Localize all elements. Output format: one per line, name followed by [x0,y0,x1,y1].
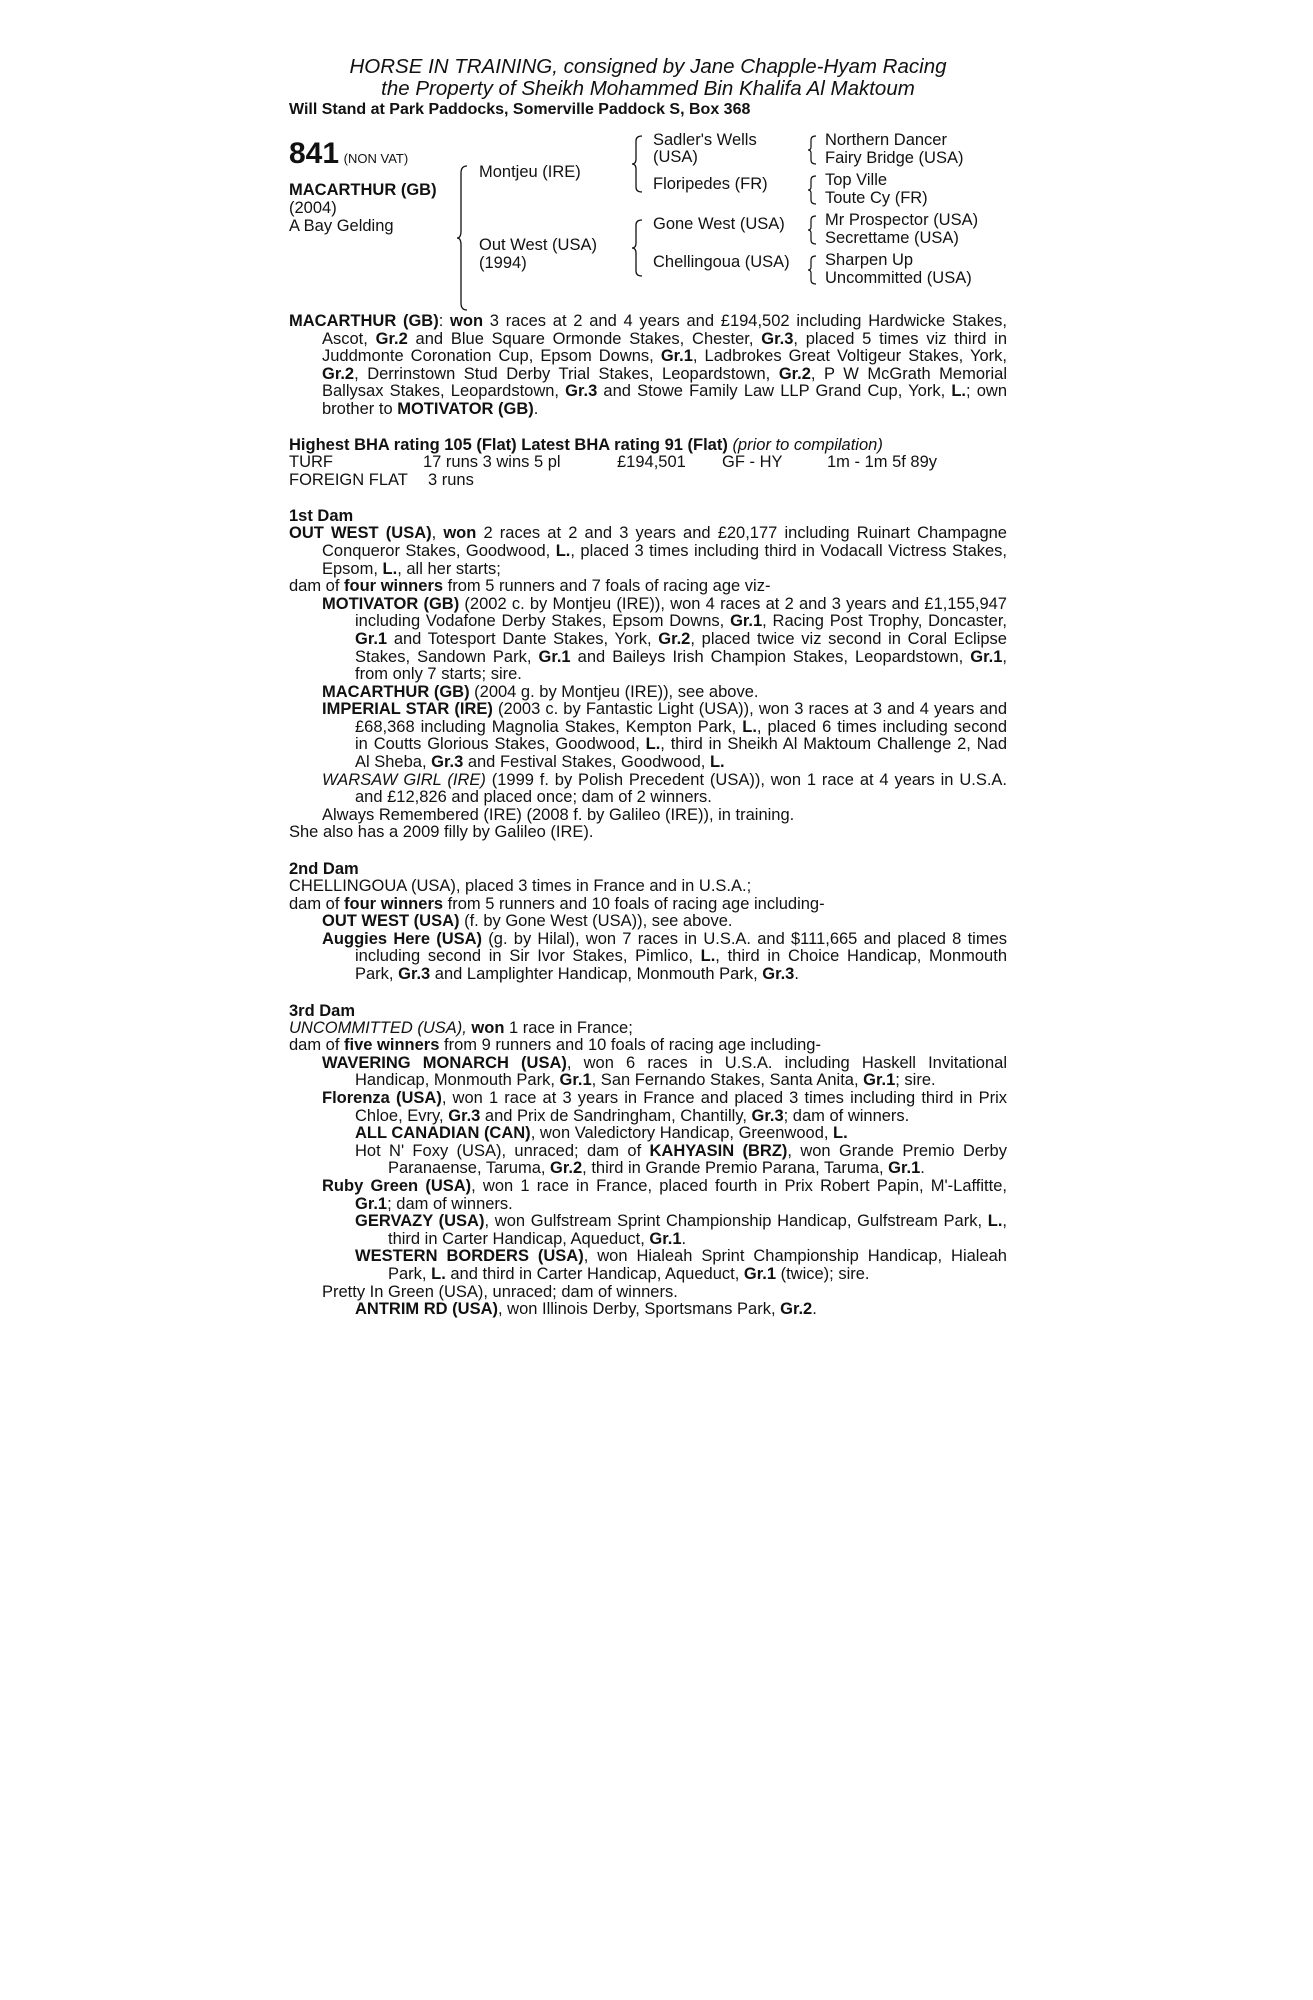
text: (f. by Gone West (USA)), see above. [459,912,733,931]
brace-4 [807,135,817,165]
text: . [812,1300,817,1319]
text: 2 races at 2 and 3 years and £20,177 including Ruinart Champagne Conqueror Stakes, Goodwood, [322,524,1007,560]
progeny-name: Florenza (USA) [322,1088,442,1107]
lot-number-wrap [289,139,408,169]
dam-of-line [289,896,1007,914]
grade: Gr.1 [743,1264,776,1283]
turf-label: TURF [289,453,333,472]
text: , third in Grande Premio Parana, Taruma, [582,1159,889,1178]
sd-sire: Top Ville [825,171,888,189]
horse-description: A Bay Gelding [289,217,394,235]
text: , third in Choice Handicap, Monmouth Park, [355,947,1007,983]
text: and Totesport Dante Stakes, York, [387,629,659,648]
brother-name: MOTIVATOR (GB) [397,399,534,418]
brace-3 [631,219,643,277]
grandprogeny-entry [289,1213,1007,1248]
text: , won Gulfstream Sprint Championship Handicap, Gulfstream Park, [484,1212,988,1231]
progeny-entry [289,1178,1007,1213]
record-text: 3 races at 2 and 4 years and £194,502 including Hardwicke Stakes, Ascot, [322,312,1007,348]
grade: Gr.2 [322,364,355,383]
text: , third in Carter Handicap, Aqueduct, [388,1212,1007,1248]
text: ; dam of winners. [783,1106,910,1125]
progeny-name: WESTERN BORDERS (USA) [355,1247,584,1266]
grade: L. [833,1124,848,1143]
sire: Montjeu (IRE) [479,163,581,181]
record-text: and Blue Square Ormonde Stakes, Chester, [407,329,762,348]
progeny-entry [289,913,1007,931]
text: , San Fernando Stakes, Santa Anita, [591,1071,864,1090]
consignor-line: HORSE IN TRAINING, consigned by Jane Chapple-Hyam Racing [349,55,947,78]
section-heading: 3rd Dam [289,1001,356,1020]
brace-7 [807,255,817,285]
race-record: MACARTHUR (GB): won 3 races at 2 and 4 years and £194,502 including Hardwicke Stakes, Ascot, Gr.2 and Blue Square Ormonde Stakes, Chester, Gr.3, placed 5 times viz third in Juddmonte Coronation Cup, Epsom Downs, Gr.1, Ladbrokes Great Voltigeur Stakes, York, Gr.2, Derrinstown Stud Derby Trial Stakes, Leopardstown, Gr.2, P W McGrath Memorial Ballysax Stakes, Leopardstown, Gr.3 and Stowe Family Law LLP Grand Cup, York, L.; own brother to MOTIVATOR (GB). [289,312,1008,418]
text: (2003 c. by Fantastic Light (USA)), won 3 races at 3 and 4 years and £68,368 including Magnolia Stakes, Kempton Park, [355,700,1007,736]
grade: Gr.2 [375,329,408,348]
text: from 5 runners and 10 foals of racing age including- [443,894,825,913]
progeny-name: Ruby Green (USA) [322,1176,472,1195]
horse-name: MACARTHUR (GB) [289,181,437,199]
horse-year: (2004) [289,199,337,217]
sire-dam: Floripedes (FR) [653,175,768,193]
grandprogeny-entry [289,1248,1007,1283]
text: , won 6 races in U.S.A. including Haskell Invitational Handicap, Monmouth Park, [355,1053,1007,1090]
sire-sire-suffix: (USA) [653,148,698,166]
brace-6 [807,215,817,245]
progeny-entry: Pretty In Green (USA), unraced; dam of winners. [322,1282,678,1301]
location-line: Will Stand at Park Paddocks, Somerville Paddock S, Box 368 [289,101,751,118]
grade: Gr.2 [778,364,811,383]
record-text: , P W McGrath Memorial Ballysax Stakes, Leopardstown, [322,364,1007,401]
text: ; sire. [895,1071,936,1090]
progeny-name: MOTIVATOR (GB) [322,594,460,613]
grade: L. [742,717,757,736]
grade: Gr.2 [780,1300,813,1319]
record-text: ; own brother to [322,382,1008,418]
grade: L. [382,559,398,578]
text: , won Valedictory Handicap, Greenwood, [530,1124,834,1143]
progeny-name: GERVAZY (USA) [355,1212,485,1231]
grade: Gr.1 [970,647,1003,666]
record-won: won [450,312,484,330]
text: dam of [289,577,345,596]
vat-status: (NON VAT) [343,151,409,166]
record-horse-name: MACARTHUR (GB) [289,312,439,330]
text: (2004 g. by Montjeu (IRE)), see above. [469,682,759,701]
dd-sire: Sharpen Up [825,251,914,269]
ss-sire: Northern Dancer [825,131,947,149]
section-heading: 1st Dam [289,507,354,526]
turf-going: GF - HY [722,453,783,472]
progeny-entry: Always Remembered (IRE) (2008 f. by Galileo (IRE)), in training. [322,805,795,824]
progeny-entry [289,772,1007,807]
record-text: , placed 5 times viz third in Juddmonte Coronation Cup, Epsom Downs, [322,329,1007,366]
grade: Gr.1 [660,347,693,366]
winners-count: five winners [344,1036,440,1055]
grade: Gr.1 [730,612,763,631]
grade: L. [555,541,571,560]
dd-dam: Uncommitted (USA) [825,269,972,287]
grade: Gr.3 [398,965,431,983]
foreign-label: FOREIGN FLAT [289,470,408,489]
progeny-entry [289,596,1007,684]
foreign-row [289,472,1007,490]
progeny-name: KAHYASIN (BRZ) [649,1141,788,1160]
text: . [681,1229,687,1248]
progeny-name: MACARTHUR (GB) [322,682,470,701]
text: dam of [289,894,345,913]
grade: Gr.2 [550,1159,583,1178]
won: won [471,1018,505,1037]
progeny-name: Auggies Here (USA) [322,929,483,948]
text: , won Illinois Derby, Sportsmans Park, [497,1300,781,1319]
progeny-entry [289,1090,1007,1125]
dam-of-line [289,1037,1007,1055]
grade: L. [951,382,966,401]
grade: L. [987,1212,1003,1231]
progeny-name: OUT WEST (USA) [322,912,460,931]
bha-rating: Highest BHA rating 105 (Flat) Latest BHA rating 91 (Flat) [289,435,728,454]
record-text: , Derrinstown Stud Derby Trial Stakes, Leopardstown, [354,364,779,383]
brace-2 [631,135,643,193]
won: won [443,524,477,543]
brace-1 [456,165,468,311]
pedigree-table [289,131,1007,301]
foreign-runs: 3 runs [428,470,474,489]
grade: Gr.3 [448,1106,481,1125]
text: , placed 3 times including third in Vodacall Victress Stakes, Epsom, [322,541,1008,578]
text: , won 1 race in France, placed fourth in Prix Robert Papin, M'-Laffitte, [471,1176,1007,1195]
text: , placed 6 times including second in Coutts Glorious Stakes, Goodwood, [355,717,1007,754]
text: . [794,965,799,983]
second-dam-section [289,860,1007,984]
note-line: She also has a 2009 filly by Galileo (IRE). [289,823,594,842]
ds-dam: Secrettame (USA) [825,229,959,247]
text: 1 race in France; [504,1018,633,1037]
lot-number: 841 [289,137,340,170]
text: (2002 c. by Montjeu (IRE)), won 4 races at 2 and 3 years and £1,155,947 including Vodafone Derby Stakes, Epsom Downs, [355,594,1007,631]
grade: L. [645,735,661,754]
third-dam-section [289,1002,1007,1319]
text: and Prix de Sandringham, Chantilly, [480,1106,752,1125]
text: , won 1 race at 3 years in France and placed 3 times including third in Prix Chloe, Evry, [355,1088,1007,1125]
grade: Gr.1 [863,1071,896,1090]
text: . [920,1159,925,1178]
text: , placed twice viz second in Coral Eclipse Stakes, Sandown Park, [355,629,1007,666]
dam-record [289,1020,1007,1038]
record-text: and Stowe Family Law LLP Grand Cup, York, [597,382,952,401]
ds-sire: Mr Prospector (USA) [825,211,979,229]
dam: Out West (USA) [479,236,597,254]
grandprogeny-entry [289,1143,1007,1178]
progeny-entry [289,684,1007,702]
grade: Gr.3 [431,753,464,772]
dam-dam: Chellingoua (USA) [653,253,790,271]
record-text: . [533,399,539,418]
grandprogeny-entry [289,1125,1007,1143]
grade: Gr.2 [658,629,691,648]
text: from 5 runners and 7 foals of racing age viz- [443,577,771,596]
catalogue-page [289,56,1007,1319]
text: dam of [289,1036,345,1055]
record-text: , Ladbrokes Great Voltigeur Stakes, York, [692,347,1007,366]
brace-5 [807,175,817,205]
grade: Gr.3 [761,329,794,348]
sire-sire: Sadler's Wells [653,131,757,149]
turf-runs: 17 runs 3 wins 5 pl [423,453,561,472]
text: and third in Carter Handicap, Aqueduct, [445,1264,744,1283]
progeny-name: ALL CANADIAN (CAN) [355,1124,531,1143]
grandprogeny-entry [289,1301,1007,1319]
progeny-name: WAVERING MONARCH (USA) [322,1053,567,1072]
grade: Gr.1 [355,629,388,648]
progeny-name: WARSAW GIRL (IRE) [322,770,486,789]
grade: Gr.1 [888,1159,921,1178]
text: (1999 f. by Polish Precedent (USA)), won 1 race at 4 years in U.S.A. and £12,826 and placed once; dam of 2 winners. [355,770,1008,807]
grade: L. [709,753,725,772]
turf-distance: 1m - 1m 5f 89y [827,453,938,472]
turf-row [289,454,1007,472]
grade: L. [700,947,716,966]
winners-count: four winners [344,577,444,596]
progeny-name: ANTRIM RD (USA) [355,1300,498,1319]
text: (twice); sire. [776,1264,870,1283]
text: Hot N' Foxy (USA), unraced; dam of [355,1141,650,1160]
text: (g. by Hilal), won 7 races in U.S.A. and $111,665 and placed 8 times including second in Sir Ivor Stakes, Pimlico, [355,929,1007,966]
winners-count: four winners [344,894,444,913]
text: , third in Sheikh Al Maktoum Challenge 2, Nad Al Sheba, [355,735,1007,772]
sd-dam: Toute Cy (FR) [825,189,928,207]
dam-year: (1994) [479,254,527,272]
text: and Lamplighter Handicap, Monmouth Park, [430,965,763,983]
text: ; dam of winners. [387,1194,513,1213]
grade: Gr.3 [565,382,598,401]
text: , won Hialeah Sprint Championship Handicap, Hialeah Park, [388,1247,1007,1283]
ss-dam: Fairy Bridge (USA) [825,149,964,167]
dam-name: OUT WEST (USA) [289,524,432,543]
grade: Gr.1 [355,1194,388,1213]
progeny-name: IMPERIAL STAR (IRE) [322,700,493,719]
rating-note: (prior to compilation) [732,435,883,454]
dam-sire: Gone West (USA) [653,215,785,233]
progeny-entry [289,701,1007,771]
text: , won Grande Premio Derby Paranaense, Taruma, [388,1141,1007,1178]
text: , from only 7 starts; sire. [355,647,1007,684]
grade: Gr.1 [538,647,571,666]
text: , all her starts; [397,559,501,578]
dam-record: OUT WEST (USA), won 2 races at 2 and 3 years and £20,177 including Ruinart Champagne Conqueror Stakes, Goodwood, L., placed 3 times including third in Vodacall Victress Stakes, Epsom, L., all her starts; [289,524,1008,578]
grade: L. [431,1264,446,1283]
grade: Gr.1 [559,1071,592,1090]
section-heading: 2nd Dam [289,860,359,879]
first-dam-section [289,507,1007,842]
grade: Gr.3 [751,1106,784,1125]
owner-line: the Property of Sheikh Mohammed Bin Khalifa Al Maktoum [381,77,915,100]
text: and Baileys Irish Champion Stakes, Leopardstown, [570,647,971,666]
progeny-entry [289,1055,1007,1090]
text: from 9 runners and 10 foals of racing age including- [439,1036,821,1055]
text: and Festival Stakes, Goodwood, [463,753,710,772]
dam-record: CHELLINGOUA (USA), placed 3 times in France and in U.S.A.; [289,877,752,896]
dam-name: UNCOMMITTED (USA), [289,1018,467,1037]
turf-money: £194,501 [617,453,686,472]
text: , Racing Post Trophy, Doncaster, [762,612,1007,631]
dam-of-line [289,578,1007,596]
progeny-entry [289,931,1007,984]
grade: Gr.3 [762,965,795,983]
ratings-block [289,437,1007,490]
grade: Gr.1 [649,1229,682,1248]
